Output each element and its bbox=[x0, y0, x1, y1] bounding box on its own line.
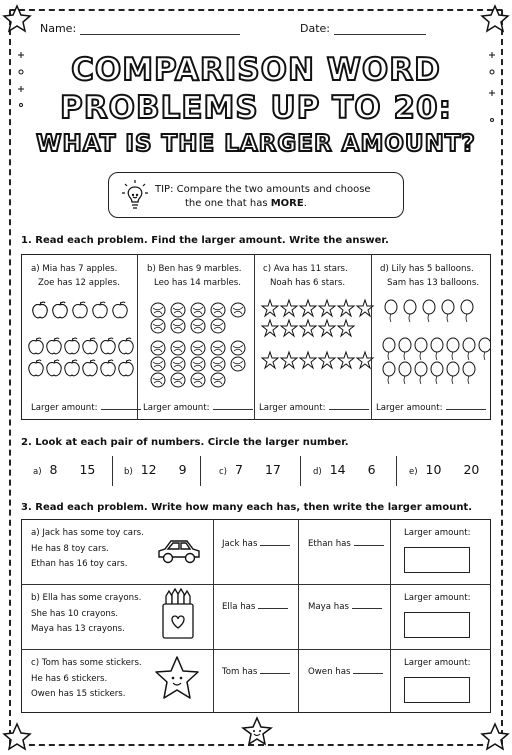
balloon-icon bbox=[479, 338, 490, 360]
title-line-2: PROBLEMS UP TO 20: bbox=[60, 90, 452, 126]
problem-1b: b) Ben has 9 marbles. Leo has 14 marbles. bbox=[147, 264, 242, 288]
balloon-icon bbox=[423, 300, 435, 322]
balloon-icon bbox=[461, 300, 473, 322]
balloon-icon bbox=[463, 362, 475, 384]
star-icon bbox=[338, 320, 354, 336]
star-icon bbox=[300, 300, 316, 316]
marble-icon bbox=[231, 357, 245, 371]
larger-amount-1c[interactable]: Larger amount: bbox=[259, 403, 369, 413]
section-2-heading: 2. Look at each pair of numbers. Circle the larger number. bbox=[21, 437, 349, 448]
answer-box-3a[interactable] bbox=[404, 547, 470, 573]
apple-icon bbox=[83, 360, 97, 376]
star-icon bbox=[319, 300, 335, 316]
star-icons bbox=[262, 300, 373, 368]
apple-icon bbox=[29, 360, 43, 376]
balloon-icon bbox=[383, 338, 395, 360]
apple-icon bbox=[53, 302, 67, 318]
marble-icon bbox=[151, 341, 165, 355]
apple-icon bbox=[33, 302, 47, 318]
maya-has-field[interactable]: Maya has bbox=[308, 602, 382, 612]
jack-has-field[interactable]: Jack has bbox=[222, 539, 290, 549]
larger-amount-1a[interactable]: Larger amount: bbox=[31, 403, 141, 413]
toy-car-icon bbox=[155, 537, 203, 567]
marble-icon bbox=[191, 357, 205, 371]
marble-icon bbox=[211, 341, 225, 355]
star-icon bbox=[338, 352, 354, 368]
tip-box bbox=[108, 172, 404, 218]
marble-icon bbox=[171, 319, 185, 333]
marble-icon bbox=[151, 319, 165, 333]
tom-has-field[interactable]: Tom has bbox=[222, 667, 290, 677]
smiling-star-icon bbox=[240, 716, 274, 746]
marble-icon bbox=[231, 303, 245, 317]
balloon-icon bbox=[399, 338, 411, 360]
marble-icon bbox=[191, 373, 205, 387]
problem-3a: a) Jack has some toy cars. He has 8 toy cars. Ethan has 16 toy cars. bbox=[31, 528, 144, 569]
title-line-1: COMPARISON WORD bbox=[71, 52, 441, 88]
balloon-icon bbox=[463, 338, 475, 360]
number-pair-d[interactable]: d) 14 6 bbox=[313, 462, 376, 477]
apple-icon bbox=[113, 302, 127, 318]
marble-icon bbox=[171, 373, 185, 387]
star-icon bbox=[300, 352, 316, 368]
apple-icons bbox=[29, 302, 133, 376]
larger-amount-1b[interactable]: Larger amount: bbox=[143, 403, 253, 413]
apple-icon bbox=[65, 338, 79, 354]
corner-star-icon bbox=[2, 722, 32, 752]
corner-star-icon bbox=[2, 4, 32, 34]
name-label: Name: bbox=[40, 22, 77, 35]
balloon-icon bbox=[447, 362, 459, 384]
section-1-pictures bbox=[22, 296, 490, 392]
balloon-icon bbox=[383, 362, 395, 384]
marble-icon bbox=[151, 373, 165, 387]
problem-3b: b) Ella has some crayons. She has 10 crayons. Maya has 13 crayons. bbox=[31, 593, 142, 634]
star-sticker-icon bbox=[152, 654, 202, 704]
star-icon bbox=[281, 300, 297, 316]
corner-star-icon bbox=[480, 4, 510, 34]
apple-icon bbox=[29, 338, 43, 354]
balloon-icon bbox=[431, 362, 443, 384]
number-pair-e[interactable]: e) 10 20 bbox=[409, 462, 480, 477]
marble-icon bbox=[191, 319, 205, 333]
section-1-heading: 1. Read each problem. Find the larger amount. Write the answer. bbox=[21, 235, 389, 246]
lightbulb-icon bbox=[121, 179, 149, 213]
balloon-icon bbox=[431, 338, 443, 360]
star-icon bbox=[281, 352, 297, 368]
date-field[interactable] bbox=[300, 22, 426, 35]
answer-box-3b[interactable] bbox=[404, 612, 470, 638]
marble-icon bbox=[191, 341, 205, 355]
problem-1d: d) Lily has 5 balloons. Sam has 13 balloons. bbox=[380, 264, 480, 288]
larger-amount-label-3a: Larger amount: bbox=[404, 528, 471, 538]
apple-icon bbox=[93, 302, 107, 318]
balloon-icon bbox=[385, 300, 397, 322]
marble-icon bbox=[211, 357, 225, 371]
marble-icon bbox=[151, 357, 165, 371]
number-pair-a[interactable]: a) 8 15 bbox=[33, 462, 96, 477]
problem-1c: c) Ava has 11 stars. Noah has 6 stars. bbox=[263, 264, 348, 288]
star-icon bbox=[338, 300, 354, 316]
owen-has-field[interactable]: Owen has bbox=[308, 667, 383, 677]
marble-icon bbox=[211, 319, 225, 333]
marble-icon bbox=[171, 357, 185, 371]
balloon-icons bbox=[383, 300, 490, 384]
apple-icon bbox=[47, 338, 61, 354]
balloon-icon bbox=[404, 300, 416, 322]
balloon-icon bbox=[442, 300, 454, 322]
star-icon bbox=[357, 352, 373, 368]
apple-icon bbox=[83, 338, 97, 354]
star-icon bbox=[281, 320, 297, 336]
star-icon bbox=[319, 352, 335, 368]
marble-icon bbox=[171, 303, 185, 317]
marble-icon bbox=[151, 303, 165, 317]
number-pair-b[interactable]: b) 12 9 bbox=[124, 462, 187, 477]
marble-icon bbox=[191, 303, 205, 317]
larger-amount-1d[interactable]: Larger amount: bbox=[376, 403, 486, 413]
marble-icon bbox=[171, 341, 185, 355]
star-icon bbox=[300, 320, 316, 336]
section-3-heading: 3. Read each problem. Write how many each has, then write the larger amount. bbox=[21, 502, 473, 513]
apple-icon bbox=[119, 360, 133, 376]
ethan-has-field[interactable]: Ethan has bbox=[308, 539, 384, 549]
ella-has-field[interactable]: Ella has bbox=[222, 602, 288, 612]
apple-icon bbox=[73, 302, 87, 318]
star-icon bbox=[262, 352, 278, 368]
balloon-icon bbox=[447, 338, 459, 360]
problem-3c: c) Tom has some stickers. He has 6 stickers. Owen has 15 stickers. bbox=[31, 658, 142, 699]
apple-icon bbox=[119, 338, 133, 354]
name-field[interactable] bbox=[40, 22, 240, 35]
marble-icon bbox=[231, 341, 245, 355]
crayon-box-icon bbox=[160, 588, 196, 640]
larger-amount-label-3c: Larger amount: bbox=[404, 658, 471, 668]
apple-icon bbox=[65, 360, 79, 376]
answer-box-3c[interactable] bbox=[404, 677, 470, 703]
marble-icon bbox=[211, 373, 225, 387]
larger-amount-label-3b: Larger amount: bbox=[404, 593, 471, 603]
tip-line-2: the one that has MORE. bbox=[185, 198, 307, 209]
marble-icon bbox=[211, 303, 225, 317]
apple-icon bbox=[101, 360, 115, 376]
star-icon bbox=[262, 300, 278, 316]
balloon-icon bbox=[399, 362, 411, 384]
problem-1a: a) Mia has 7 apples. Zoe has 12 apples. bbox=[31, 264, 120, 288]
balloon-icon bbox=[415, 362, 427, 384]
corner-star-icon bbox=[480, 722, 510, 752]
star-icon bbox=[319, 320, 335, 336]
star-icon bbox=[357, 300, 373, 316]
number-pair-c[interactable]: c) 7 17 bbox=[219, 462, 281, 477]
balloon-icon bbox=[415, 338, 427, 360]
apple-icon bbox=[101, 338, 115, 354]
marble-icons bbox=[151, 303, 245, 387]
apple-icon bbox=[47, 360, 61, 376]
tip-line-1: TIP: Compare the two amounts and choose bbox=[155, 184, 371, 195]
title-line-3: WHAT IS THE LARGER AMOUNT? bbox=[36, 131, 476, 157]
date-label: Date: bbox=[300, 22, 330, 35]
star-icon bbox=[262, 320, 278, 336]
